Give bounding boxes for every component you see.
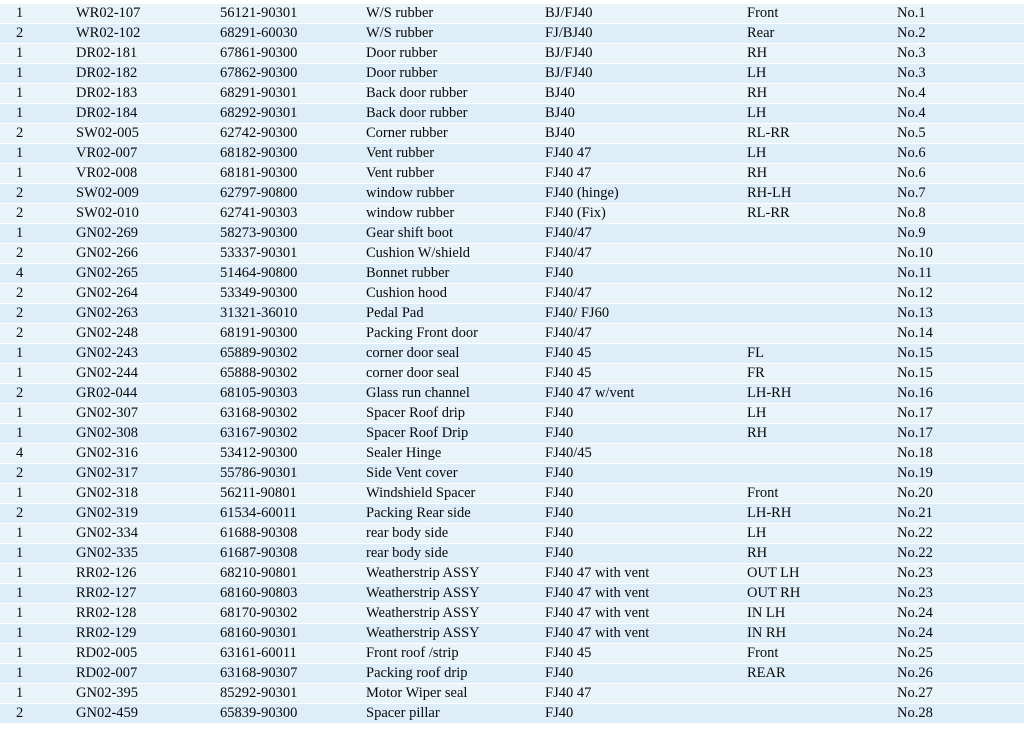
qty-cell: 4	[0, 264, 76, 284]
model-cell: BJ/FJ40	[545, 4, 747, 24]
code-cell: DR02-183	[76, 84, 220, 104]
qty-cell: 1	[0, 64, 76, 84]
qty-cell: 2	[0, 284, 76, 304]
code-cell: GN02-264	[76, 284, 220, 304]
table-row	[0, 24, 1024, 44]
qty-cell: 1	[0, 544, 76, 564]
part-number-cell: 68210-90801	[220, 564, 366, 584]
table-row	[0, 504, 1024, 524]
table-row	[0, 184, 1024, 204]
qty-cell: 2	[0, 204, 76, 224]
code-cell: GN02-318	[76, 484, 220, 504]
qty-cell: 2	[0, 704, 76, 724]
code-cell: GN02-266	[76, 244, 220, 264]
qty-cell: 2	[0, 184, 76, 204]
table-row	[0, 304, 1024, 324]
description-cell: Gear shift boot	[366, 224, 545, 244]
part-number-cell: 68182-90300	[220, 144, 366, 164]
table-row	[0, 64, 1024, 84]
reference-number-cell: No.3	[897, 44, 1024, 64]
part-number-cell: 63168-90302	[220, 404, 366, 424]
model-cell: FJ40/ FJ60	[545, 304, 747, 324]
position-cell: LH	[747, 144, 897, 164]
qty-cell: 1	[0, 484, 76, 504]
description-cell: Spacer Roof drip	[366, 404, 545, 424]
position-cell: RL-RR	[747, 204, 897, 224]
position-cell: Rear	[747, 24, 897, 44]
code-cell: GN02-334	[76, 524, 220, 544]
table-row	[0, 484, 1024, 504]
description-cell: Corner rubber	[366, 124, 545, 144]
table-row	[0, 604, 1024, 624]
table-row	[0, 4, 1024, 24]
model-cell: FJ40 47 w/vent	[545, 384, 747, 404]
reference-number-cell: No.17	[897, 424, 1024, 444]
reference-number-cell: No.15	[897, 344, 1024, 364]
part-number-cell: 68160-90301	[220, 624, 366, 644]
part-number-cell: 61688-90308	[220, 524, 366, 544]
qty-cell: 1	[0, 524, 76, 544]
position-cell	[747, 464, 897, 484]
table-row	[0, 264, 1024, 284]
position-cell: IN RH	[747, 624, 897, 644]
reference-number-cell: No.4	[897, 104, 1024, 124]
position-cell: RH	[747, 164, 897, 184]
table-row	[0, 44, 1024, 64]
reference-number-cell: No.18	[897, 444, 1024, 464]
model-cell: FJ40	[545, 424, 747, 444]
table-row	[0, 104, 1024, 124]
table-row	[0, 384, 1024, 404]
description-cell: Packing Rear side	[366, 504, 545, 524]
reference-number-cell: No.11	[897, 264, 1024, 284]
table-row	[0, 624, 1024, 644]
reference-number-cell: No.9	[897, 224, 1024, 244]
model-cell: FJ40 47 with vent	[545, 564, 747, 584]
description-cell: Bonnet rubber	[366, 264, 545, 284]
qty-cell: 1	[0, 44, 76, 64]
reference-number-cell: No.15	[897, 364, 1024, 384]
description-cell: Weatherstrip ASSY	[366, 584, 545, 604]
part-number-cell: 68181-90300	[220, 164, 366, 184]
model-cell: FJ40 47 with vent	[545, 604, 747, 624]
model-cell: FJ40 (hinge)	[545, 184, 747, 204]
qty-cell: 1	[0, 164, 76, 184]
part-number-cell: 65889-90302	[220, 344, 366, 364]
description-cell: rear body side	[366, 544, 545, 564]
table-row	[0, 424, 1024, 444]
model-cell: FJ40 45	[545, 644, 747, 664]
qty-cell: 1	[0, 604, 76, 624]
model-cell: BJ/FJ40	[545, 64, 747, 84]
part-number-cell: 61687-90308	[220, 544, 366, 564]
reference-number-cell: No.6	[897, 144, 1024, 164]
position-cell	[747, 264, 897, 284]
reference-number-cell: No.1	[897, 4, 1024, 24]
code-cell: GN02-395	[76, 684, 220, 704]
reference-number-cell: No.3	[897, 64, 1024, 84]
model-cell: FJ40 47 with vent	[545, 624, 747, 644]
position-cell	[747, 324, 897, 344]
table-row	[0, 204, 1024, 224]
position-cell: LH	[747, 404, 897, 424]
code-cell: RR02-129	[76, 624, 220, 644]
description-cell: Side Vent cover	[366, 464, 545, 484]
reference-number-cell: No.27	[897, 684, 1024, 704]
model-cell: FJ40	[545, 264, 747, 284]
part-number-cell: 68191-90300	[220, 324, 366, 344]
table-row	[0, 544, 1024, 564]
part-number-cell: 56211-90801	[220, 484, 366, 504]
description-cell: Back door rubber	[366, 104, 545, 124]
position-cell	[747, 304, 897, 324]
reference-number-cell: No.12	[897, 284, 1024, 304]
model-cell: FJ40	[545, 664, 747, 684]
model-cell: FJ40	[545, 484, 747, 504]
reference-number-cell: No.17	[897, 404, 1024, 424]
part-number-cell: 68160-90803	[220, 584, 366, 604]
table-row	[0, 564, 1024, 584]
reference-number-cell: No.13	[897, 304, 1024, 324]
code-cell: GN02-307	[76, 404, 220, 424]
qty-cell: 1	[0, 144, 76, 164]
reference-number-cell: No.26	[897, 664, 1024, 684]
model-cell: FJ40 45	[545, 364, 747, 384]
reference-number-cell: No.23	[897, 564, 1024, 584]
qty-cell: 2	[0, 384, 76, 404]
code-cell: RR02-127	[76, 584, 220, 604]
model-cell: FJ40 (Fix)	[545, 204, 747, 224]
model-cell: FJ40	[545, 464, 747, 484]
qty-cell: 1	[0, 564, 76, 584]
position-cell: LH	[747, 104, 897, 124]
part-number-cell: 56121-90301	[220, 4, 366, 24]
model-cell: BJ40	[545, 124, 747, 144]
description-cell: window rubber	[366, 184, 545, 204]
reference-number-cell: No.21	[897, 504, 1024, 524]
code-cell: DR02-184	[76, 104, 220, 124]
table-row	[0, 684, 1024, 704]
description-cell: Spacer pillar	[366, 704, 545, 724]
description-cell: W/S rubber	[366, 4, 545, 24]
model-cell: FJ40	[545, 504, 747, 524]
description-cell: Packing roof drip	[366, 664, 545, 684]
table-row	[0, 84, 1024, 104]
reference-number-cell: No.22	[897, 544, 1024, 564]
description-cell: Weatherstrip ASSY	[366, 564, 545, 584]
position-cell: REAR	[747, 664, 897, 684]
position-cell: IN LH	[747, 604, 897, 624]
part-number-cell: 53412-90300	[220, 444, 366, 464]
table-row	[0, 464, 1024, 484]
description-cell: Cushion hood	[366, 284, 545, 304]
description-cell: Glass run channel	[366, 384, 545, 404]
part-number-cell: 65888-90302	[220, 364, 366, 384]
table-row	[0, 444, 1024, 464]
model-cell: FJ40/47	[545, 284, 747, 304]
position-cell: LH	[747, 64, 897, 84]
part-number-cell: 53349-90300	[220, 284, 366, 304]
qty-cell: 1	[0, 624, 76, 644]
code-cell: WR02-107	[76, 4, 220, 24]
code-cell: RD02-007	[76, 664, 220, 684]
code-cell: GN02-248	[76, 324, 220, 344]
part-number-cell: 85292-90301	[220, 684, 366, 704]
position-cell: LH-RH	[747, 504, 897, 524]
parts-table-body	[0, 4, 1024, 724]
qty-cell: 2	[0, 464, 76, 484]
description-cell: Spacer Roof Drip	[366, 424, 545, 444]
model-cell: FJ40 45	[545, 344, 747, 364]
reference-number-cell: No.23	[897, 584, 1024, 604]
code-cell: RR02-128	[76, 604, 220, 624]
reference-number-cell: No.22	[897, 524, 1024, 544]
description-cell: Back door rubber	[366, 84, 545, 104]
table-row	[0, 704, 1024, 724]
part-number-cell: 62742-90300	[220, 124, 366, 144]
part-number-cell: 68292-90301	[220, 104, 366, 124]
table-row	[0, 124, 1024, 144]
table-row	[0, 364, 1024, 384]
qty-cell: 2	[0, 324, 76, 344]
qty-cell: 1	[0, 664, 76, 684]
reference-number-cell: No.24	[897, 624, 1024, 644]
model-cell: BJ40	[545, 104, 747, 124]
code-cell: GN02-317	[76, 464, 220, 484]
position-cell	[747, 684, 897, 704]
position-cell: RH	[747, 424, 897, 444]
table-row	[0, 344, 1024, 364]
position-cell	[747, 704, 897, 724]
reference-number-cell: No.20	[897, 484, 1024, 504]
model-cell: FJ40 47	[545, 164, 747, 184]
qty-cell: 2	[0, 504, 76, 524]
description-cell: Sealer Hinge	[366, 444, 545, 464]
description-cell: corner door seal	[366, 364, 545, 384]
reference-number-cell: No.24	[897, 604, 1024, 624]
qty-cell: 1	[0, 404, 76, 424]
qty-cell: 2	[0, 304, 76, 324]
code-cell: GN02-265	[76, 264, 220, 284]
qty-cell: 1	[0, 684, 76, 704]
code-cell: VR02-007	[76, 144, 220, 164]
code-cell: DR02-182	[76, 64, 220, 84]
part-number-cell: 63161-60011	[220, 644, 366, 664]
part-number-cell: 62741-90303	[220, 204, 366, 224]
qty-cell: 1	[0, 644, 76, 664]
qty-cell: 1	[0, 84, 76, 104]
code-cell: RD02-005	[76, 644, 220, 664]
description-cell: Weatherstrip ASSY	[366, 624, 545, 644]
position-cell: LH-RH	[747, 384, 897, 404]
table-row	[0, 284, 1024, 304]
code-cell: GN02-308	[76, 424, 220, 444]
part-number-cell: 55786-90301	[220, 464, 366, 484]
model-cell: FJ/BJ40	[545, 24, 747, 44]
part-number-cell: 67861-90300	[220, 44, 366, 64]
qty-cell: 1	[0, 344, 76, 364]
part-number-cell: 62797-90800	[220, 184, 366, 204]
description-cell: Windshield Spacer	[366, 484, 545, 504]
description-cell: window rubber	[366, 204, 545, 224]
part-number-cell: 61534-60011	[220, 504, 366, 524]
position-cell: LH	[747, 524, 897, 544]
qty-cell: 4	[0, 444, 76, 464]
description-cell: Vent rubber	[366, 144, 545, 164]
part-number-cell: 68291-60030	[220, 24, 366, 44]
position-cell	[747, 224, 897, 244]
code-cell: SW02-010	[76, 204, 220, 224]
description-cell: Cushion W/shield	[366, 244, 545, 264]
part-number-cell: 63168-90307	[220, 664, 366, 684]
part-number-cell: 58273-90300	[220, 224, 366, 244]
qty-cell: 1	[0, 364, 76, 384]
qty-cell: 2	[0, 24, 76, 44]
qty-cell: 1	[0, 4, 76, 24]
model-cell: FJ40/47	[545, 244, 747, 264]
description-cell: Vent rubber	[366, 164, 545, 184]
description-cell: Weatherstrip ASSY	[366, 604, 545, 624]
part-number-cell: 63167-90302	[220, 424, 366, 444]
qty-cell: 1	[0, 584, 76, 604]
code-cell: GN02-316	[76, 444, 220, 464]
model-cell: BJ/FJ40	[545, 44, 747, 64]
reference-number-cell: No.14	[897, 324, 1024, 344]
qty-cell: 1	[0, 104, 76, 124]
table-row	[0, 244, 1024, 264]
position-cell: RH	[747, 44, 897, 64]
part-number-cell: 51464-90800	[220, 264, 366, 284]
model-cell: FJ40	[545, 544, 747, 564]
code-cell: SW02-005	[76, 124, 220, 144]
position-cell: RH-LH	[747, 184, 897, 204]
reference-number-cell: No.8	[897, 204, 1024, 224]
reference-number-cell: No.25	[897, 644, 1024, 664]
model-cell: FJ40	[545, 524, 747, 544]
qty-cell: 2	[0, 124, 76, 144]
position-cell: OUT RH	[747, 584, 897, 604]
description-cell: Door rubber	[366, 64, 545, 84]
parts-table	[0, 4, 1024, 724]
code-cell: GR02-044	[76, 384, 220, 404]
code-cell: GN02-243	[76, 344, 220, 364]
model-cell: FJ40	[545, 404, 747, 424]
description-cell: Front roof /strip	[366, 644, 545, 664]
reference-number-cell: No.5	[897, 124, 1024, 144]
code-cell: GN02-335	[76, 544, 220, 564]
model-cell: FJ40 47	[545, 144, 747, 164]
code-cell: GN02-459	[76, 704, 220, 724]
reference-number-cell: No.2	[897, 24, 1024, 44]
table-row	[0, 524, 1024, 544]
code-cell: DR02-181	[76, 44, 220, 64]
reference-number-cell: No.4	[897, 84, 1024, 104]
model-cell: FJ40/47	[545, 324, 747, 344]
code-cell: SW02-009	[76, 184, 220, 204]
code-cell: GN02-244	[76, 364, 220, 384]
position-cell: RH	[747, 84, 897, 104]
description-cell: Door rubber	[366, 44, 545, 64]
part-number-cell: 68291-90301	[220, 84, 366, 104]
position-cell	[747, 244, 897, 264]
part-number-cell: 68105-90303	[220, 384, 366, 404]
description-cell: Motor Wiper seal	[366, 684, 545, 704]
reference-number-cell: No.28	[897, 704, 1024, 724]
description-cell: rear body side	[366, 524, 545, 544]
code-cell: VR02-008	[76, 164, 220, 184]
reference-number-cell: No.16	[897, 384, 1024, 404]
part-number-cell: 53337-90301	[220, 244, 366, 264]
code-cell: GN02-319	[76, 504, 220, 524]
code-cell: WR02-102	[76, 24, 220, 44]
model-cell: BJ40	[545, 84, 747, 104]
model-cell: FJ40/47	[545, 224, 747, 244]
code-cell: RR02-126	[76, 564, 220, 584]
table-row	[0, 164, 1024, 184]
description-cell: W/S rubber	[366, 24, 545, 44]
model-cell: FJ40	[545, 704, 747, 724]
part-number-cell: 31321-36010	[220, 304, 366, 324]
model-cell: FJ40 47	[545, 684, 747, 704]
part-number-cell: 67862-90300	[220, 64, 366, 84]
position-cell: OUT LH	[747, 564, 897, 584]
position-cell: RL-RR	[747, 124, 897, 144]
qty-cell: 1	[0, 224, 76, 244]
qty-cell: 1	[0, 424, 76, 444]
reference-number-cell: No.10	[897, 244, 1024, 264]
position-cell	[747, 444, 897, 464]
model-cell: FJ40 47 with vent	[545, 584, 747, 604]
position-cell: Front	[747, 644, 897, 664]
position-cell: FL	[747, 344, 897, 364]
table-row	[0, 404, 1024, 424]
reference-number-cell: No.7	[897, 184, 1024, 204]
reference-number-cell: No.6	[897, 164, 1024, 184]
reference-number-cell: No.19	[897, 464, 1024, 484]
table-row	[0, 224, 1024, 244]
model-cell: FJ40/45	[545, 444, 747, 464]
part-number-cell: 65839-90300	[220, 704, 366, 724]
table-row	[0, 324, 1024, 344]
qty-cell: 2	[0, 244, 76, 264]
position-cell: Front	[747, 4, 897, 24]
table-row	[0, 644, 1024, 664]
part-number-cell: 68170-90302	[220, 604, 366, 624]
description-cell: Packing Front door	[366, 324, 545, 344]
description-cell: Pedal Pad	[366, 304, 545, 324]
position-cell: Front	[747, 484, 897, 504]
position-cell	[747, 284, 897, 304]
code-cell: GN02-263	[76, 304, 220, 324]
position-cell: RH	[747, 544, 897, 564]
position-cell: FR	[747, 364, 897, 384]
table-row	[0, 584, 1024, 604]
table-row	[0, 664, 1024, 684]
table-row	[0, 144, 1024, 164]
description-cell: corner door seal	[366, 344, 545, 364]
code-cell: GN02-269	[76, 224, 220, 244]
